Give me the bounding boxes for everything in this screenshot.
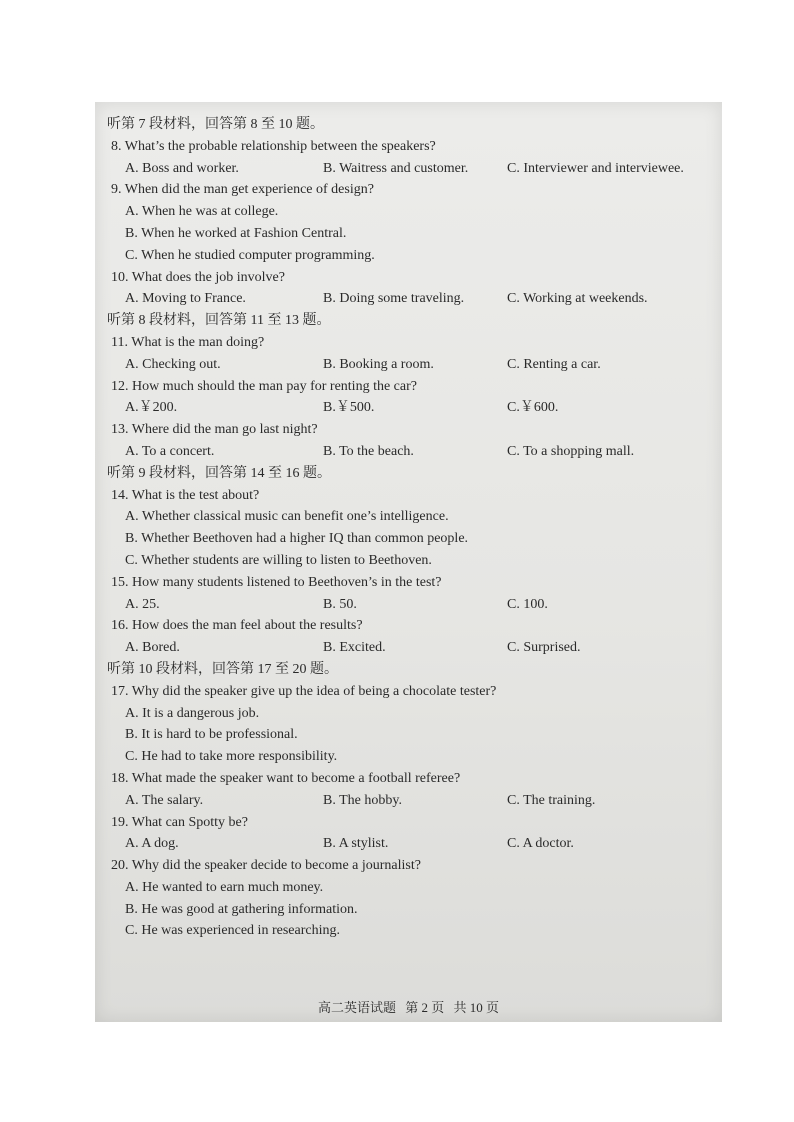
option-c: C. He was experienced in researching.: [125, 923, 340, 939]
footer-title: 高二英语试题: [317, 1000, 396, 1015]
question-12: 12. How much should the man pay for renting the car?: [111, 378, 417, 394]
option-b: B. It is hard to be professional.: [125, 727, 298, 743]
option-b: B. Booking a room.: [323, 356, 434, 372]
question-8: 8. What’s the probable relationship between the speakers?: [111, 138, 436, 154]
question-10: 10. What does the job involve?: [111, 269, 285, 285]
option-c: C.￥600.: [507, 400, 559, 416]
options-row-13: [107, 441, 712, 463]
option-a: A. 25.: [125, 596, 160, 612]
option-a: A. He wanted to earn much money.: [125, 879, 324, 895]
question-14: 14. What is the test about?: [111, 487, 260, 503]
options-row-19: [107, 833, 712, 855]
option-a: A. Checking out.: [125, 356, 221, 372]
options-row-18: [107, 790, 712, 812]
question-9: 9. When did the man get experience of design?: [111, 182, 374, 198]
option-b: B. Whether Beethoven had a higher IQ than common people.: [125, 531, 469, 547]
options-row-16: [107, 637, 712, 659]
option-a: A. To a concert.: [125, 443, 215, 459]
option-b: B. A stylist.: [323, 836, 389, 852]
options-row-15: [107, 594, 712, 616]
footer-total: 共 10 页: [453, 1000, 500, 1015]
options-row-11: [107, 354, 712, 376]
options-row-10: [107, 288, 712, 310]
option-c: C. 100.: [507, 596, 548, 612]
option-c: C. A doctor.: [507, 836, 574, 852]
footer-page: 第 2 页: [405, 1000, 445, 1015]
option-a: A.￥200.: [125, 400, 178, 416]
exam-page: [95, 102, 722, 1022]
question-19: 19. What can Spotty be?: [111, 814, 248, 830]
question-20: 20. Why did the speaker decide to become a journalist?: [111, 858, 421, 874]
page-footer: [95, 997, 722, 1016]
option-a: A. Boss and worker.: [125, 160, 239, 176]
exam-content: [107, 114, 712, 942]
option-c: C. Interviewer and interviewee.: [507, 160, 684, 176]
option-b: B. Waitress and customer.: [323, 160, 469, 176]
option-b: B. 50.: [323, 596, 357, 612]
question-13: 13. Where did the man go last night?: [111, 422, 318, 438]
option-b: B. The hobby.: [323, 792, 402, 808]
options-row-12: [107, 397, 712, 419]
option-c: C. Surprised.: [507, 640, 581, 656]
option-a: A. A dog.: [125, 836, 179, 852]
question-18: 18. What made the speaker want to become a football referee?: [111, 770, 461, 786]
option-a: A. It is a dangerous job.: [125, 705, 260, 721]
option-a: A. Bored.: [125, 640, 180, 656]
section-header: 听第 9 段材料，回答第 14 至 16 题。: [107, 465, 331, 481]
option-c: C. He had to take more responsibility.: [125, 749, 338, 765]
option-b: B. When he worked at Fashion Central.: [125, 225, 347, 241]
option-b: B.￥500.: [323, 400, 375, 416]
section-header: 听第 10 段材料，回答第 17 至 20 题。: [107, 661, 338, 677]
question-11: 11. What is the man doing?: [111, 334, 265, 350]
option-c: C. The training.: [507, 792, 596, 808]
option-b: B. To the beach.: [323, 443, 414, 459]
section-header: 听第 8 段材料，回答第 11 至 13 题。: [107, 313, 331, 329]
question-16: 16. How does the man feel about the results?: [111, 618, 363, 634]
question-17: 17. Why did the speaker give up the idea of being a chocolate tester?: [111, 683, 497, 699]
option-a: A. The salary.: [125, 792, 204, 808]
option-c: C. Renting a car.: [507, 356, 601, 372]
option-b: B. Excited.: [323, 640, 386, 656]
option-c: C. When he studied computer programming.: [125, 247, 375, 263]
section-header: 听第 7 段材料，回答第 8 至 10 题。: [107, 117, 324, 132]
option-a: A. When he was at college.: [125, 204, 279, 220]
option-b: B. He was good at gathering information.: [125, 901, 358, 917]
option-a: A. Whether classical music can benefit one’s intelligence.: [125, 509, 449, 525]
option-a: A. Moving to France.: [125, 291, 246, 307]
question-15: 15. How many students listened to Beethoven’s in the test?: [111, 574, 442, 590]
option-b: B. Doing some traveling.: [323, 291, 465, 307]
option-c: C. Whether students are willing to listen to Beethoven.: [125, 552, 432, 568]
option-c: C. Working at weekends.: [507, 291, 648, 307]
options-row-8: [107, 158, 712, 180]
option-c: C. To a shopping mall.: [507, 443, 635, 459]
